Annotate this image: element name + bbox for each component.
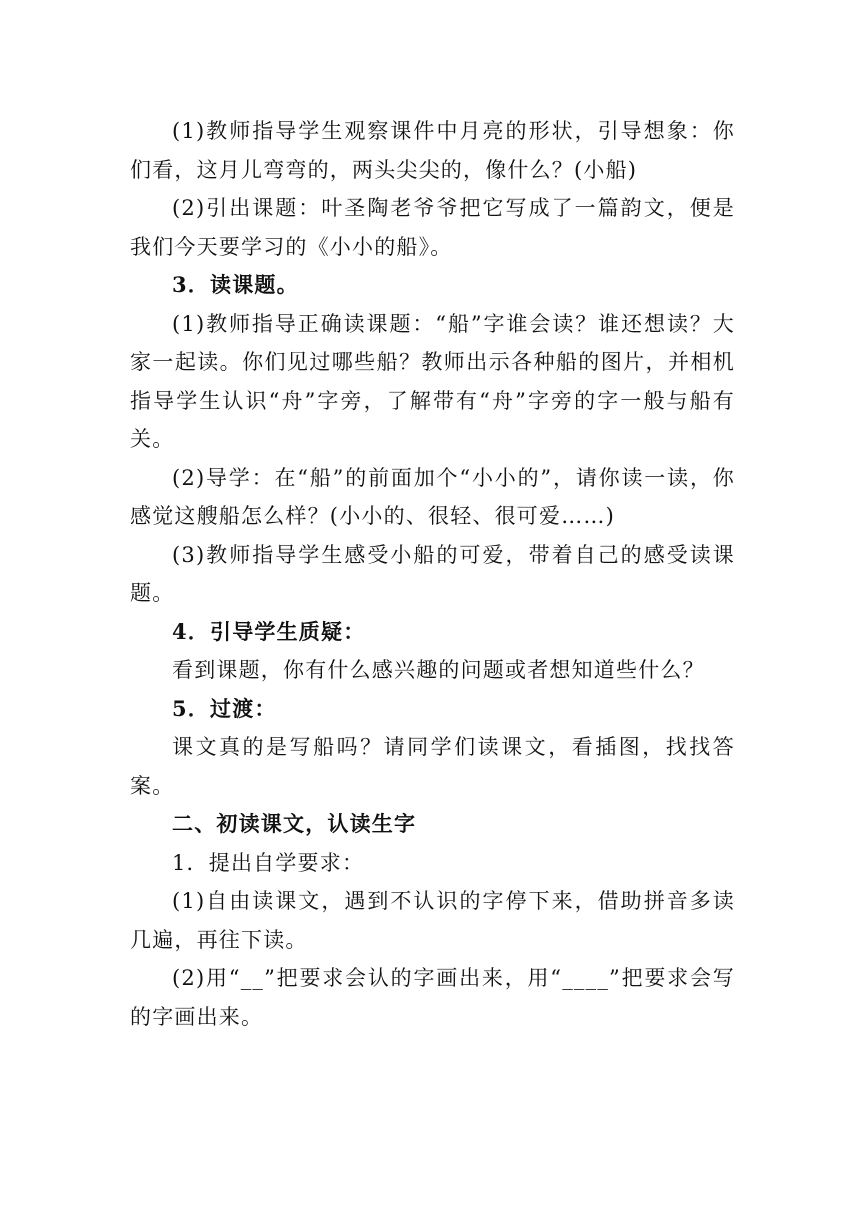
paragraph-observe-moon: (1)教师指导学生观察课件中月亮的形状，引导想象：你们看，这月儿弯弯的，两头尖尖的，像什么？(小船): [130, 119, 735, 182]
heading-read-title: 3．读课题。: [172, 272, 299, 297]
paragraph-feel-boat: (3)教师指导学生感受小船的可爱，带着自己的感受读课题。: [130, 542, 735, 605]
heading-questioning: 4．引导学生质疑：: [172, 618, 366, 644]
paragraph-introduce-title: (2)引出课题：叶圣陶老爷爷把它写成了一篇韵文，便是我们今天要学习的《小小的船》。: [130, 196, 735, 259]
heading-transition: 5．过渡：: [172, 695, 277, 721]
paragraph-free-reading: (1)自由读课文，遇到不认识的字停下来，借助拼音多读几遍，再往下读。: [130, 889, 735, 952]
paragraph-mark-characters: (2)用“__”把要求会认的字画出来，用“____”把要求会写的字画出来。: [130, 966, 735, 1029]
section-heading-first-reading: 二、初读课文，认读生字: [172, 811, 417, 836]
document-body: [130, 112, 735, 1036]
paragraph-questioning: 看到课题，你有什么感兴趣的问题或者想知道些什么？: [172, 658, 705, 682]
paragraph-self-study-requirements: 1．提出自学要求：: [172, 850, 365, 875]
paragraph-transition: 课文真的是写船吗？请同学们读课文，看插图，找找答案。: [130, 735, 735, 798]
paragraph-read-title-guidance: (1)教师指导正确读课题：“船”字谁会读？谁还想读？大家一起读。你们见过哪些船？教师出示各种船的图片，并相机指导学生认识“舟”字旁，了解带有“舟”字旁的字一般与船有关。: [130, 311, 735, 451]
paragraph-guided-learning: (2)导学：在“船”的前面加个“小小的”，请你读一读，你感觉这艘船怎么样？(小小的、很轻、很可爱……): [130, 465, 735, 528]
